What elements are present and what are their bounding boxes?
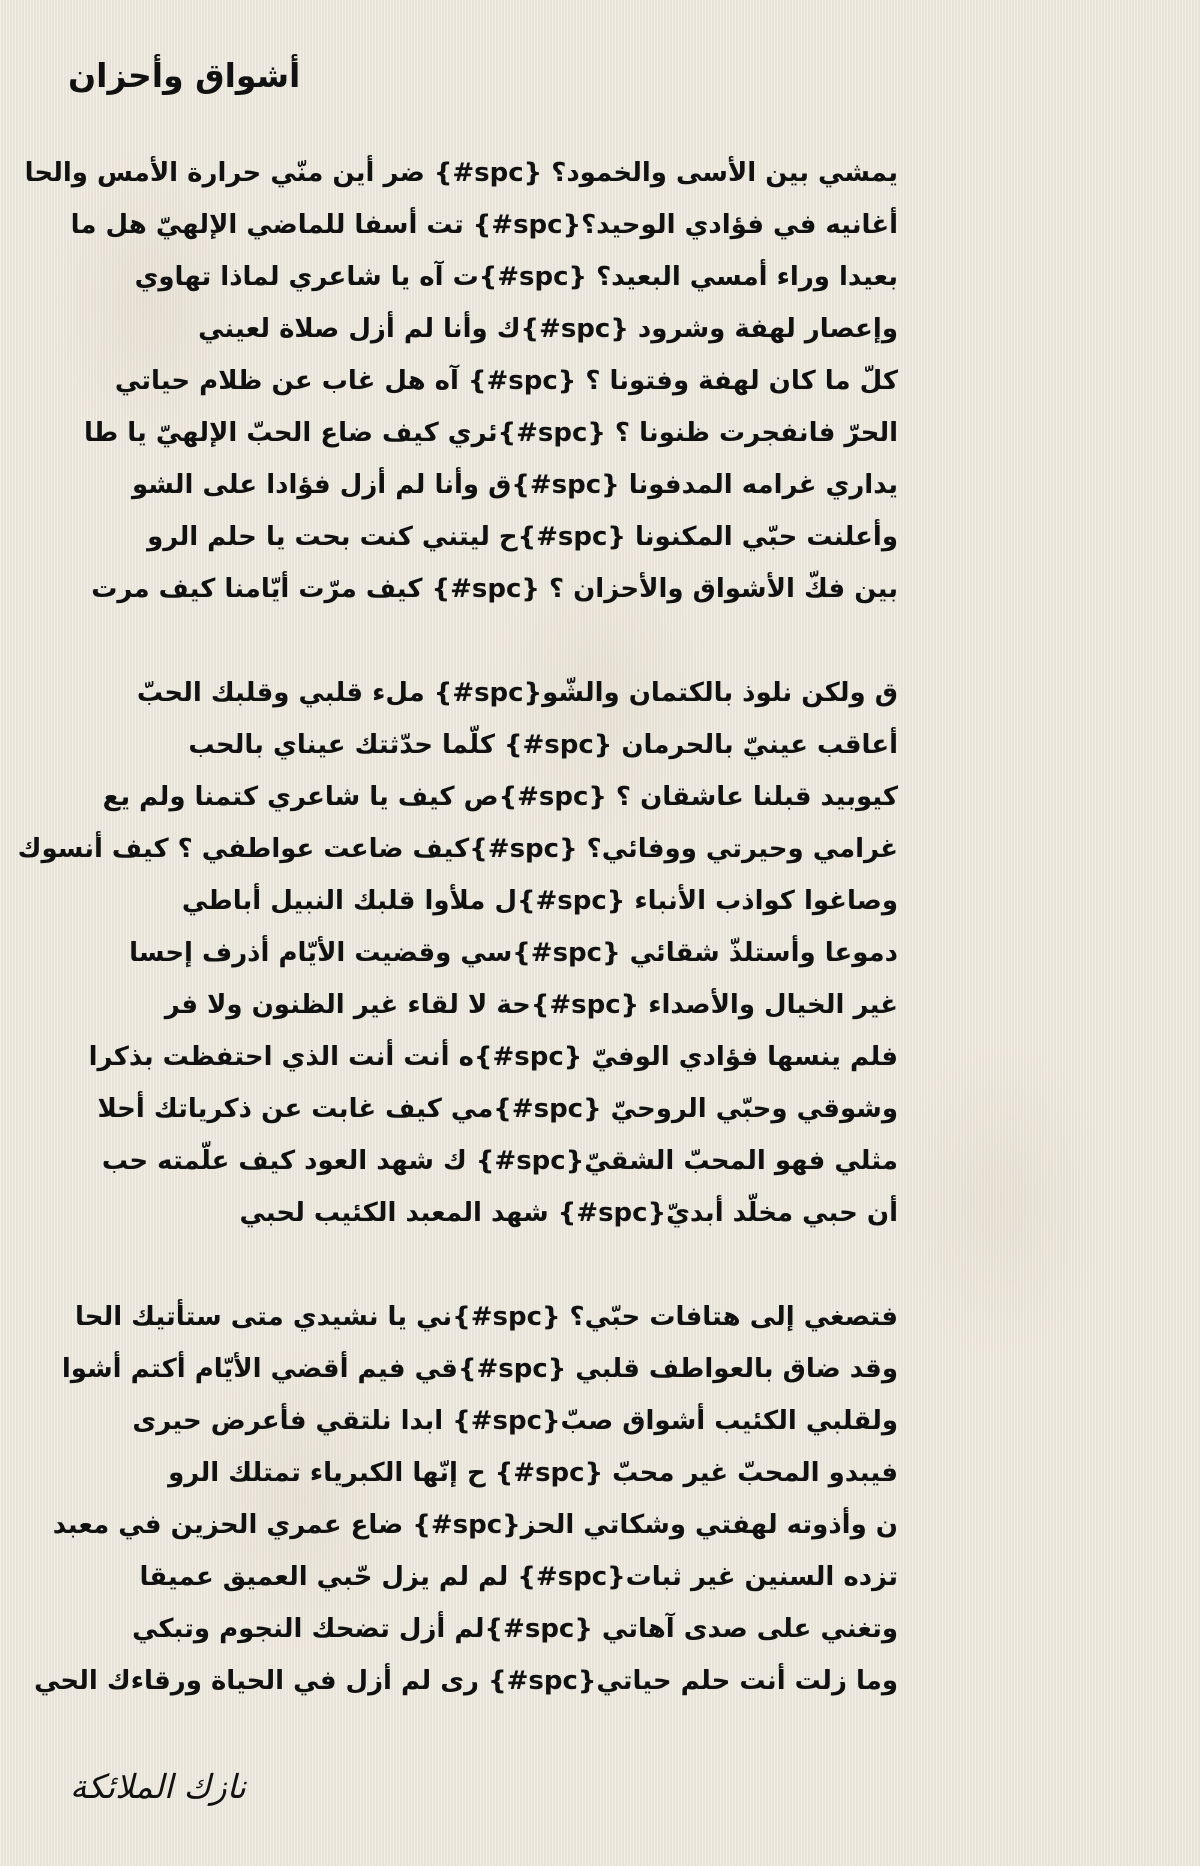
poem-line: كلّ ما كان لهفة وفتونا ؟ {spc#} آه هل غاب عن ظلام حياتي xyxy=(114,366,898,396)
poem-line: وصاغوا كواذب الأنباء {spc#}ل ملأوا قلبك النبيل أباطي xyxy=(181,886,898,916)
poem-line: وقد ضاق بالعواطف قلبي {spc#}قي فيم أقضي الأيّام أكتم أشوا xyxy=(61,1354,898,1384)
poem-line: يداري غرامه المدفونا {spc#}ق وأنا لم أزل فؤادا على الشو xyxy=(132,470,898,500)
poem-line: دموعا وأستلذّ شقائي {spc#}سي وقضيت الأيّام أذرف إحسا xyxy=(129,938,898,968)
poem-line: الحرّ فانفجرت ظنونا ؟ {spc#}ئري كيف ضاع الحبّ الإلهيّ يا طا xyxy=(83,418,898,448)
poem-line: غرامي وحيرتي ووفائي؟ {spc#}كيف ضاعت عواطفي ؟ كيف أنسوك xyxy=(17,834,898,864)
poem-line: يمشي بين الأسى والخمود؟ {spc#} ضر أين منّي حرارة الأمس والحا xyxy=(24,158,898,188)
poem-line: بين فكّ الأشواق والأحزان ؟ {spc#} كيف مرّت أيّامنا كيف مرت xyxy=(91,574,898,604)
poem-line: ولقلبي الكئيب أشواق صبّ{spc#} ابدا نلتقي فأعرض حيرى xyxy=(132,1406,898,1436)
poem-line: مثلي فهو المحبّ الشقيّ{spc#} ك شهد العود كيف علّمته حب xyxy=(101,1146,898,1176)
poem-line: وأعلنت حبّي المكنونا {spc#}ح ليتني كنت بحت يا حلم الرو xyxy=(147,522,898,552)
poem-line: أغانيه في فؤادي الوحيد؟{spc#} تت أسفا للماضي الإلهيّ هل ما xyxy=(70,210,898,240)
poem-line: كيوبيد قبلنا عاشقان ؟ {spc#}ص كيف يا شاعري كتمنا ولم يع xyxy=(102,782,898,812)
poem-line: فيبدو المحبّ غير محبّ {spc#} ح إنّها الكبرياء تمتلك الرو xyxy=(168,1458,898,1488)
poem-line: فتصغي إلى هتافات حبّي؟ {spc#}ني يا نشيدي متى ستأتيك الحا xyxy=(74,1302,898,1332)
poem-line: ن وأذوته لهفتي وشكاتي الحز{spc#} ضاع عمري الحزين في معبد xyxy=(52,1510,898,1540)
poem-line: أن حبي مخلّد أبديّ{spc#} شهد المعبد الكئيب لحبي xyxy=(239,1198,898,1228)
poem-title: أشواق وأحزان xyxy=(68,56,301,95)
poem-line: ق ولكن نلوذ بالكتمان والشّو{spc#} ملء قلبي وقلبك الحبّ xyxy=(136,678,898,708)
poem-line: وما زلت أنت حلم حياتي{spc#} رى لم أزل في الحياة ورقاءك الحي xyxy=(34,1666,898,1696)
poem-line: غير الخيال والأصداء {spc#}حة لا لقاء غير الظنون ولا فر xyxy=(164,990,898,1020)
poem-line: وشوقي وحبّي الروحيّ {spc#}مي كيف غابت عن ذكرياتك أحلا xyxy=(97,1094,898,1124)
poem-line: وإعصار لهفة وشرود {spc#}ك وأنا لم أزل صلاة لعيني xyxy=(198,314,898,344)
poem-line: أعاقب عينيّ بالحرمان {spc#} كلّما حدّثتك عيناي بالحب xyxy=(188,730,898,760)
poem-line: وتغني على صدى آهاتي {spc#}لم أزل تضحك النجوم وتبكي xyxy=(132,1614,898,1644)
author-signature: نازك الملائكة xyxy=(70,1767,246,1806)
poem-line: تزده السنين غير ثبات{spc#} لم لم يزل حّبي العميق عميقا xyxy=(139,1562,898,1592)
poem-line: فلم ينسها فؤادي الوفيّ {spc#}ه أنت أنت الذي احتفظت بذكرا xyxy=(88,1042,898,1072)
poem-line: بعيدا وراء أمسي البعيد؟ {spc#}ت آه يا شاعري لماذا تهاوي xyxy=(134,262,898,292)
